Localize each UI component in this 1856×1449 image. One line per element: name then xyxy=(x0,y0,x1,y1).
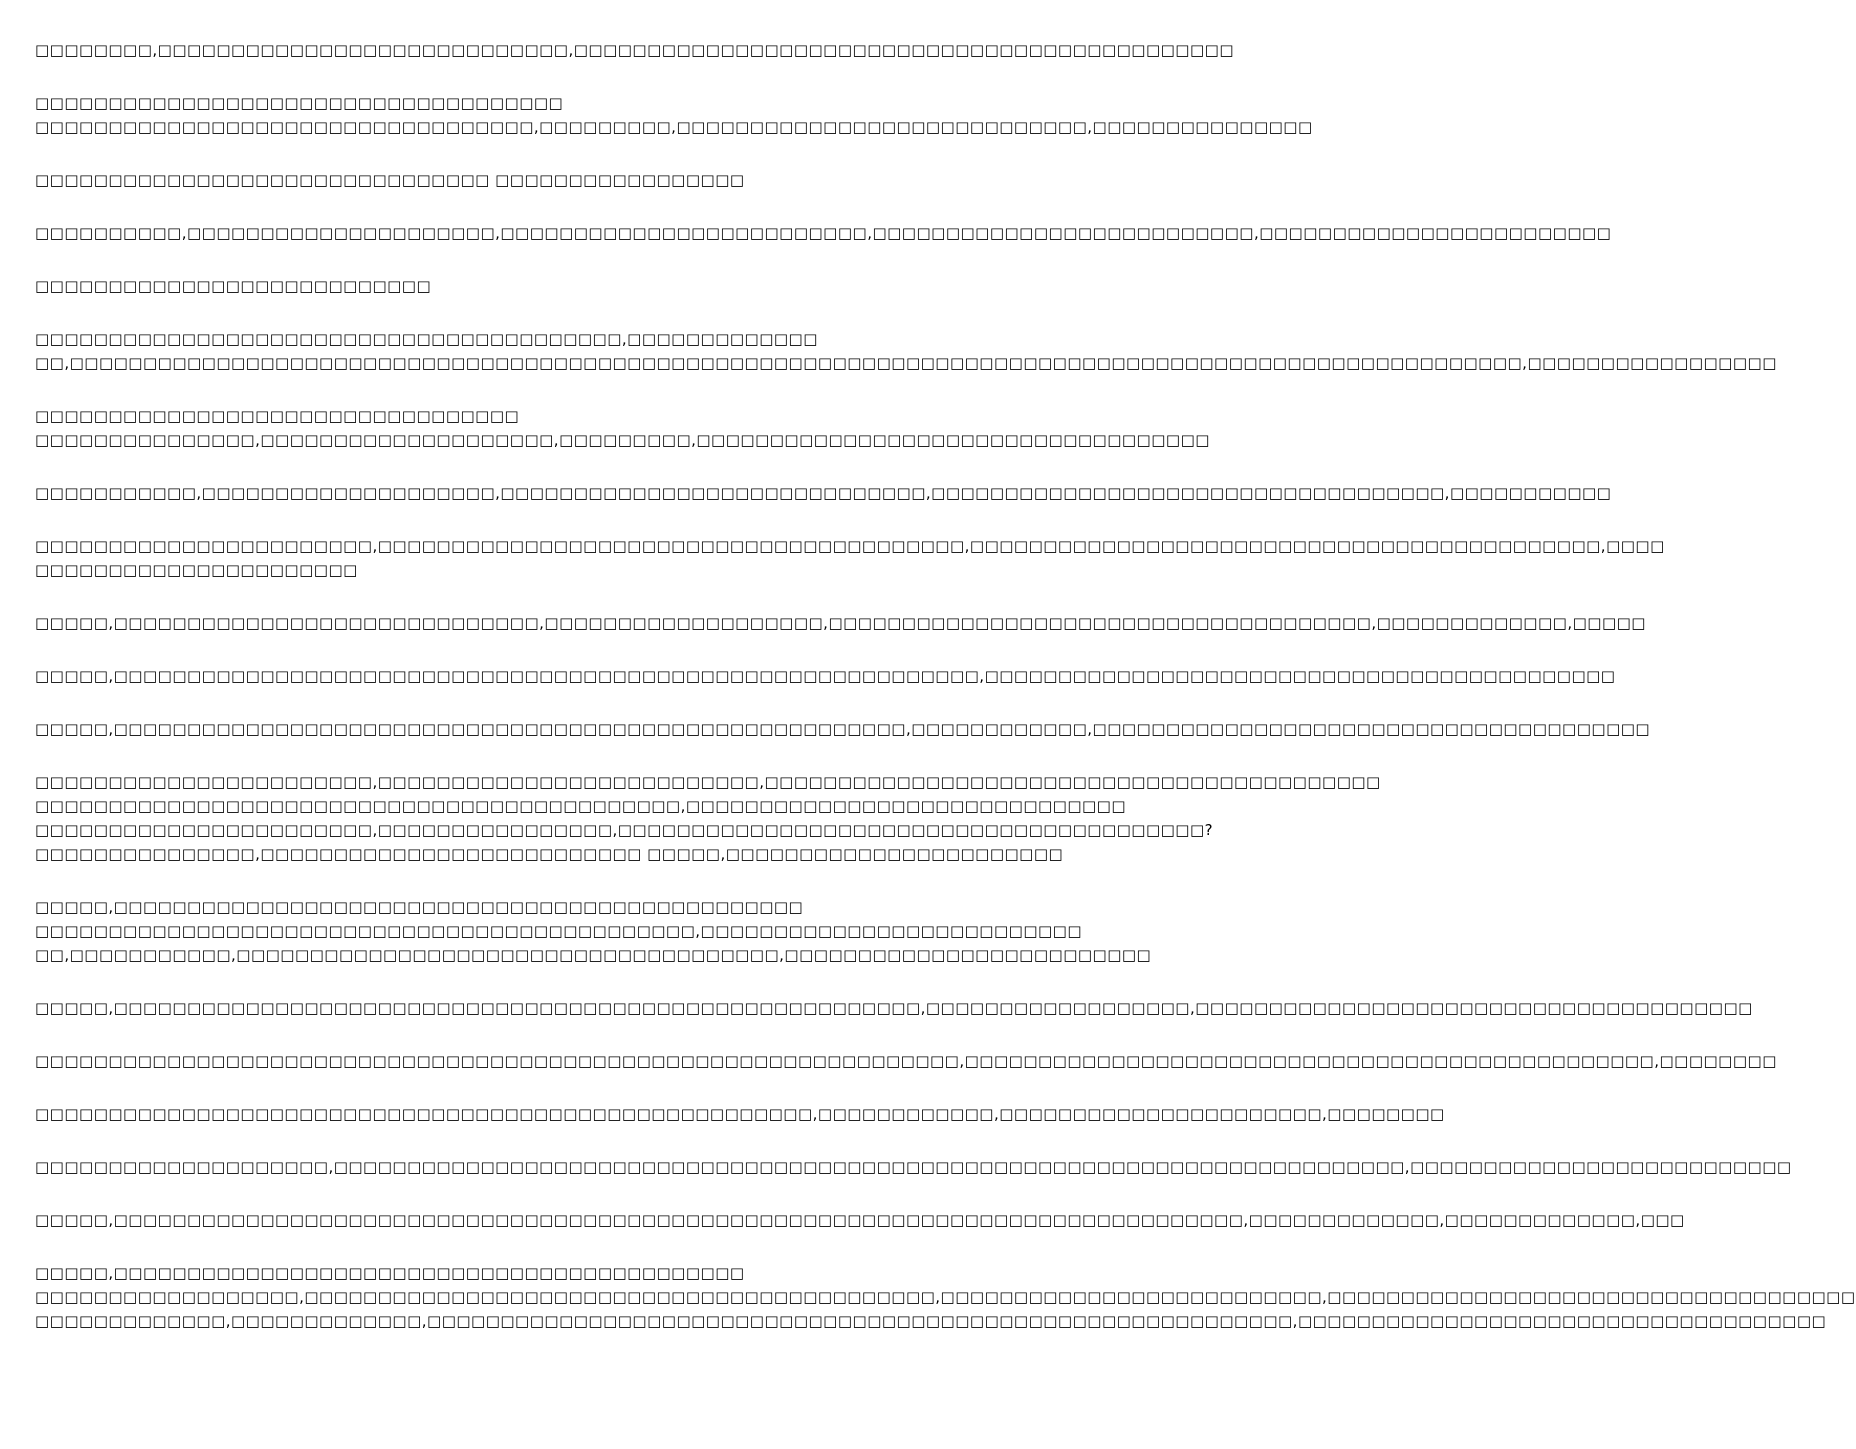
paragraph xyxy=(35,327,1777,375)
text-line: □□□□□□□□□□□□□□□,□□□□□□□□□□□□□□□□□□□□□□□□□□ □□□□□,□□□□□□□□□□□□□□□□□□□□□□□ xyxy=(35,845,1064,863)
text-line: □□□□□,□□□□□□□□□□□□□□□□□□□□□□□□□□□□□□□□□□□□□□□□□□□□□□□□□□□□□□□□□□□,□□□□□□□□□□□□□□□□□□□□□□□□□□□□□□□□□□□□□□□□□□□ xyxy=(35,667,1616,685)
text-line: □□□□□□□□□□□□□□□□□□□□□□ xyxy=(35,561,358,579)
text-line: □□□□□,□□□□□□□□□□□□□□□□□□□□□□□□□□□□□□□□□□□□□□□□□□□□□□□□□□□□□□□,□□□□□□□□□□□□□□□□□□,□□□□□□□□□□□□□□□□□□□□□□□□□□□□□□□□□□□□□□ xyxy=(35,999,1753,1017)
document-body xyxy=(35,38,1856,1362)
text-line: □□□□□,□□□□□□□□□□□□□□□□□□□□□□□□□□□□□□□□□□□□□□□□□□□ xyxy=(35,1264,745,1282)
paragraph xyxy=(35,1102,1445,1126)
text-line: □□,□□□□□□□□□□□,□□□□□□□□□□□□□□□□□□□□□□□□□□□□□□□□□□□□□,□□□□□□□□□□□□□□□□□□□□□□□□□ xyxy=(35,946,1152,964)
text-line: □□□□□,□□□□□□□□□□□□□□□□□□□□□□□□□□□□□,□□□□□□□□□□□□□□□□□□□,□□□□□□□□□□□□□□□□□□□□□□□□□□□□□□□□□□□□□,□□□□□□□□□□□□□,□□□□□ xyxy=(35,614,1646,632)
paragraph xyxy=(35,770,1381,866)
text-line: □□□□□□□□□□□□□□□□□□□□□□□□□□□ xyxy=(35,277,432,295)
paragraph xyxy=(35,996,1753,1020)
text-line: □□□□□□□□□□□,□□□□□□□□□□□□□□□□□□□□,□□□□□□□□□□□□□□□□□□□□□□□□□□□□□,□□□□□□□□□□□□□□□□□□□□□□□□□□□□□□□□□□□,□□□□□□□□□□□ xyxy=(35,484,1612,502)
text-line: □□□□□□□□□□□□□□□□□□□□□□□□□□□□□□□□□□□□ xyxy=(35,94,564,112)
paragraph xyxy=(35,664,1616,688)
text-line: □□□□□□□□□□□□□□□□□□□□□□□□□□□□□□□□□ xyxy=(35,407,520,425)
text-line: □□□□□□□□□□□□□□□□□□□□□□□,□□□□□□□□□□□□□□□□□□□□□□□□□□,□□□□□□□□□□□□□□□□□□□□□□□□□□□□□□□□□□□□□□□□□□ xyxy=(35,773,1381,791)
text-line: □□□□□□□□□□□□□□□□□□□□,□□□□□□□□□□□□□□□□□□□□□□□□□□□□□□□□□□□□□□□□□□□□□□□□□□□□□□□□□□□□□□□□□□□□□□□□□,□□□□□□□□□□□□□□□□□□□□□□□□□□ xyxy=(35,1158,1792,1176)
text-line: □□□□□□□□□□□□□□□□□□□□□□□□□□□□□□□ □□□□□□□□□□□□□□□□□ xyxy=(35,171,745,189)
text-line: □□□□□□□□□□□□□,□□□□□□□□□□□□□,□□□□□□□□□□□□□□□□□□□□□□□□□□□□□□□□□□□□□□□□□□□□□□□□□□□□□□□□□□□,□□□□□□□□□□□□□□□□□□□□□□□□□□□□□□□□□□□□ xyxy=(35,1312,1827,1330)
text-line: □□□□□□□□□□□□□□□,□□□□□□□□□□□□□□□□□□□□,□□□□□□□□□,□□□□□□□□□□□□□□□□□□□□□□□□□□□□□□□□□□□ xyxy=(35,431,1210,449)
paragraph xyxy=(35,404,1210,452)
text-line: □□□□□,□□□□□□□□□□□□□□□□□□□□□□□□□□□□□□□□□□□□□□□□□□□□□□□ xyxy=(35,898,804,916)
text-line: □□□□□,□□□□□□□□□□□□□□□□□□□□□□□□□□□□□□□□□□□□□□□□□□□□□□□□□□□□□□□□□□□□□□□□□□□□□□□□□□□□□,□□□□□□□□□□□□□,□□□□□□□□□□□□□,□□□ xyxy=(35,1211,1685,1229)
text-line: □□□□□□□□□□□□□□□□□□,□□□□□□□□□□□□□□□□□□□□□□□□□□□□□□□□□□□□□□□□□□□,□□□□□□□□□□□□□□□□□□□□□□□□□□,□□□□□□□□□□□□□□□□□□□□□□□□□□□□□□□□□□□□ xyxy=(35,1288,1856,1306)
text-line: □□□□□□□□□□□□□□□□□□□□□□□□□□□□□□□□□□□□□□□□□□□□□□□□□□□□□,□□□□□□□□□□□□,□□□□□□□□□□□□□□□□□□□□□□,□□□□□□□□ xyxy=(35,1105,1445,1123)
paragraph xyxy=(35,1049,1777,1073)
text-line: □□,□□□□□□□□□□□□□□□□□□□□□□□□□□□□□□□□□□□□□□□□□□□□□□□□□□□□□□□□□□□□□□□□□□□□□□□□□□□□□□□□□□□□□□□□□□□□□□□□□□□,□□□□□□□□□□□□□□□□□ xyxy=(35,354,1777,372)
paragraph xyxy=(35,1261,1856,1333)
text-line: □□□□□□□□□□□□□□□□□□□□□□□,□□□□□□□□□□□□□□□□□□□□□□□□□□□□□□□□□□□□□□□□,□□□□□□□□□□□□□□□□□□□□□□□□□□□□□□□□□□□□□□□□□□□,□□□□ xyxy=(35,537,1665,555)
paragraph xyxy=(35,91,1313,139)
text-line: □□□□□□□□□□,□□□□□□□□□□□□□□□□□□□□□,□□□□□□□□□□□□□□□□□□□□□□□□□,□□□□□□□□□□□□□□□□□□□□□□□□□□,□□□□□□□□□□□□□□□□□□□□□□□□ xyxy=(35,224,1612,242)
paragraph xyxy=(35,38,1234,62)
text-line: □□□□□□□□□□□□□□□□□□□□□□□□□□□□□□□□□□□□□□□□□□□□□□□□□□□□□□□□□□□□□□□,□□□□□□□□□□□□□□□□□□□□□□□□□□□□□□□□□□□□□□□□□□□□□□□,□□□□□□□□ xyxy=(35,1052,1777,1070)
paragraph xyxy=(35,1155,1792,1179)
text-line: □□□□□□□□,□□□□□□□□□□□□□□□□□□□□□□□□□□□□,□□□□□□□□□□□□□□□□□□□□□□□□□□□□□□□□□□□□□□□□□□□□□ xyxy=(35,41,1234,59)
paragraph xyxy=(35,274,989,298)
paragraph xyxy=(35,221,1612,245)
paragraph xyxy=(35,717,1651,741)
text-line: □□□□□□□□□□□□□□□□□□□□□□□□□□□□□□□□□□,□□□□□□□□□,□□□□□□□□□□□□□□□□□□□□□□□□□□□□,□□□□□□□□□□□□□□□ xyxy=(35,118,1313,136)
text-line: □□□□□□□□□□□□□□□□□□□□□□□,□□□□□□□□□□□□□□□□,□□□□□□□□□□□□□□□□□□□□□□□□□□□□□□□□□□□□□□□□? xyxy=(35,821,1214,839)
paragraph xyxy=(35,481,1612,505)
text-line: □□□□□□□□□□□□□□□□□□□□□□□□□□□□□□□□□□□□□□□□,□□□□□□□□□□□□□ xyxy=(35,330,818,348)
paragraph xyxy=(35,534,1665,582)
paragraph xyxy=(35,1208,1685,1232)
text-line: □□□□□,□□□□□□□□□□□□□□□□□□□□□□□□□□□□□□□□□□□□□□□□□□□□□□□□□□□□□□,□□□□□□□□□□□□,□□□□□□□□□□□□□□□□□□□□□□□□□□□□□□□□□□□□□□ xyxy=(35,720,1651,738)
text-line: □□□□□□□□□□□□□□□□□□□□□□□□□□□□□□□□□□□□□□□□□□□□□,□□□□□□□□□□□□□□□□□□□□□□□□□□ xyxy=(35,922,1083,940)
paragraph xyxy=(35,611,1646,635)
paragraph xyxy=(35,895,1152,967)
paragraph xyxy=(35,168,989,192)
text-line: □□□□□□□□□□□□□□□□□□□□□□□□□□□□□□□□□□□□□□□□□□□□,□□□□□□□□□□□□□□□□□□□□□□□□□□□□□□ xyxy=(35,797,1127,815)
